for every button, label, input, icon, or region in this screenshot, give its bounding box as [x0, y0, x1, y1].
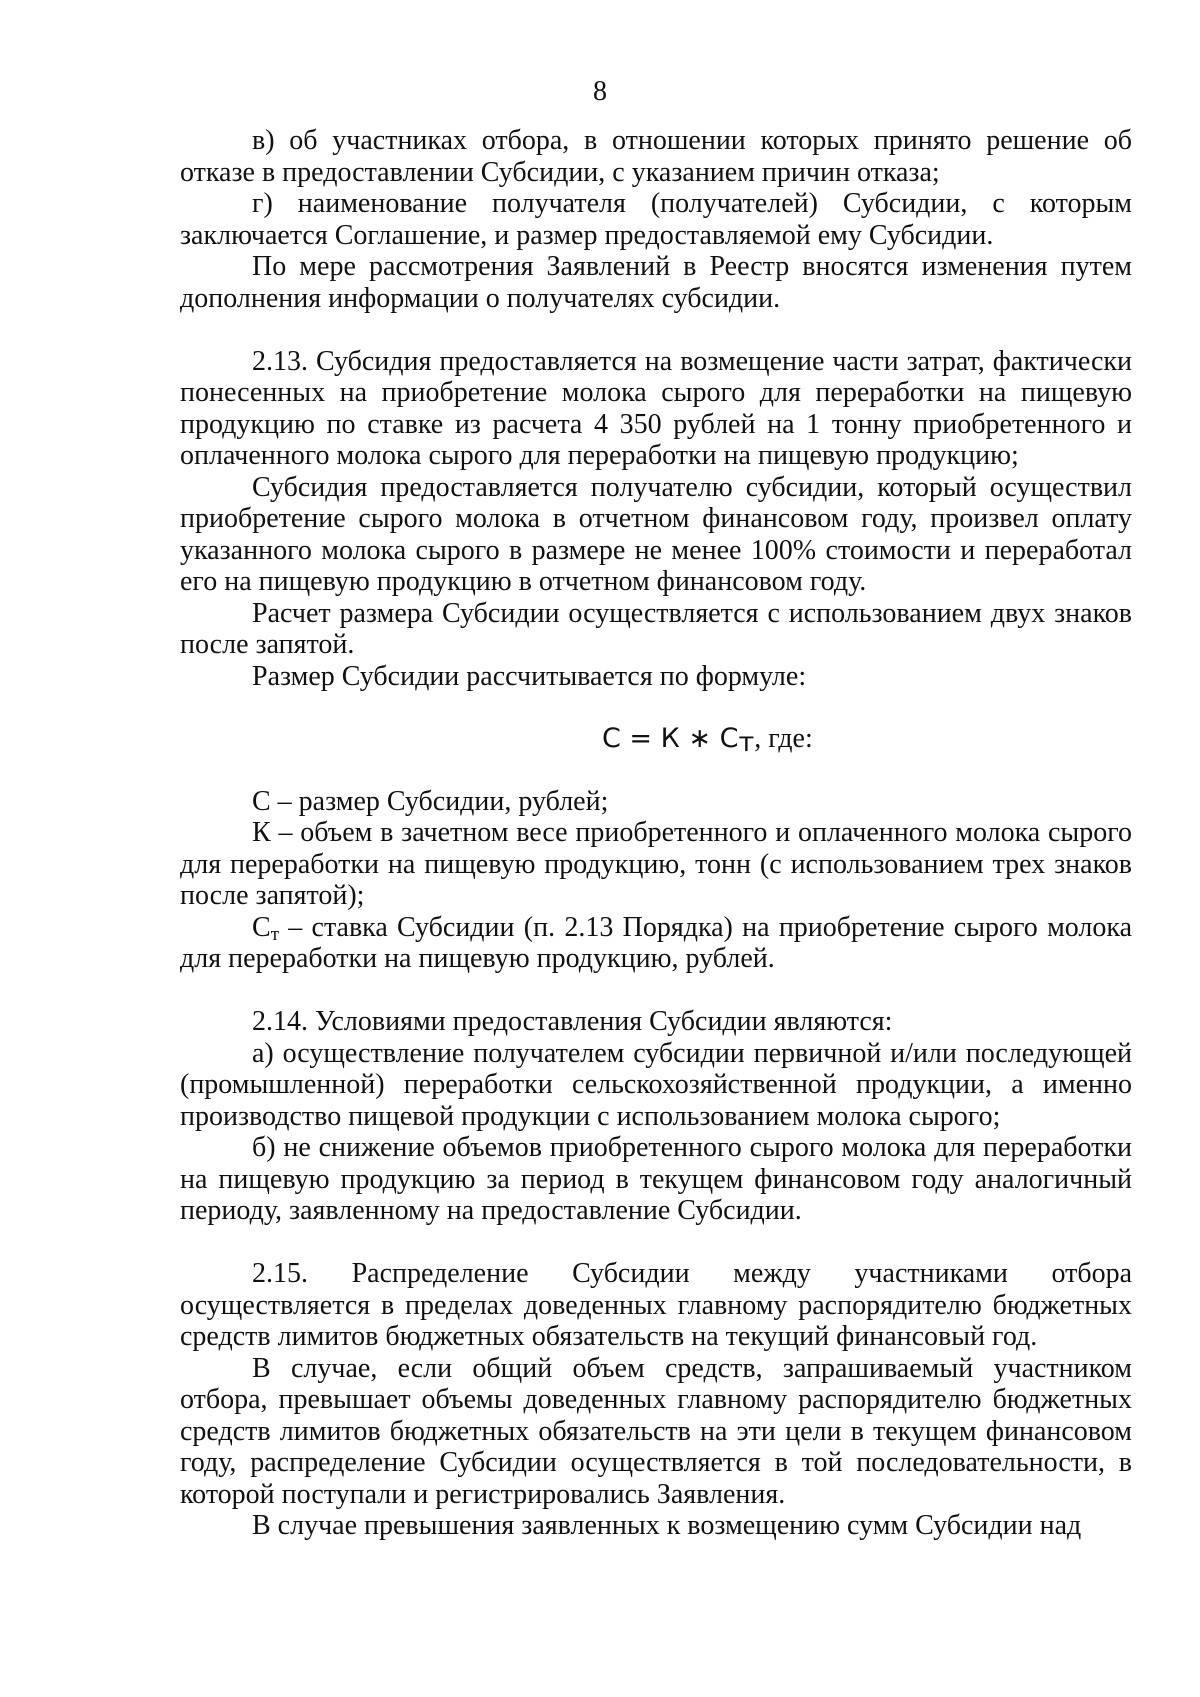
rate-symbol-subscript: т	[270, 923, 279, 945]
formula	[180, 723, 1132, 758]
formula-tail: , где:	[754, 723, 813, 754]
paragraph-formula-intro: Размер Субсидии рассчитывается по формуле:	[252, 660, 807, 692]
definition-ct	[180, 912, 1132, 975]
paragraph-calculation-precision: Расчет размера Субсидии осуществляется с использованием двух знаков после запятой.	[180, 597, 1132, 660]
definition-ct-text: – ставка Субсидии (п. 2.13 Порядка) на приобретение сырого молока для переработки на пищевую продукцию, рублей.	[180, 911, 1132, 974]
rate-symbol: С	[252, 911, 271, 943]
paragraph-section-2-13: 2.13. Субсидия предоставляется на возмещение части затрат, фактически понесенных на приобретение молока сырого для переработки на пищевую продукцию по ставке из расчета 4 350 рублей на 1 тонну приобретенного и оплаченного молока сырого для переработки на пищевую продукцию;	[180, 345, 1132, 471]
document-body	[180, 125, 1132, 1542]
paragraph-excess-claims: В случае превышения заявленных к возмещению сумм Субсидии над	[252, 1510, 1082, 1541]
paragraph-section-2-14: 2.14. Условиями предоставления Субсидии являются:	[252, 1006, 893, 1037]
paragraph-distribution-order: В случае, если общий объем средств, запрашиваемый участником отбора, превышает объемы доведенных главному распорядителю бюджетных средств лимитов бюджетных обязательств на эти цели в текущем финансовом году, распределение Субсидии осуществляется в той последовательности, в которой поступали и регистрировались Заявления.	[180, 1352, 1132, 1510]
definition-c: С – размер Субсидии, рублей;	[252, 785, 609, 817]
paragraph-subsidy-recipient: Субсидия предоставляется получателю субсидии, который осуществил приобретение сырого молока в отчетном финансовом году, произвел оплату указанного молока сырого в размере не менее 100% стоимости и переработал его на пищевую продукцию в отчетном финансовом году.	[180, 471, 1132, 597]
paragraph-section-2-15: 2.15. Распределение Субсидии между участниками отбора осуществляется в пределах доведенных главному распорядителю бюджетных средств лимитов бюджетных обязательств на текущий финансовый год.	[180, 1258, 1132, 1352]
definition-k: К – объем в зачетном весе приобретенного и оплаченного молока сырого для переработки на пищевую продукцию, тонн (с использованием трех знаков после запятой);	[180, 817, 1132, 911]
paragraph-item-v: в) об участниках отбора, в отношении которых принято решение об отказе в предоставлении Субсидии, с указанием причин отказа;	[180, 125, 1132, 188]
paragraph-registry-updates: По мере рассмотрения Заявлений в Реестр вносятся изменения путем дополнения информации о получателях субсидии.	[180, 251, 1132, 314]
paragraph-condition-b: б) не снижение объемов приобретенного сырого молока для переработки на пищевую продукцию за период в текущем финансовом году аналогичный периоду, заявленному на предоставление Субсидии.	[180, 1132, 1132, 1226]
page-number: 8	[593, 76, 607, 107]
paragraph-condition-a: а) осуществление получателем субсидии первичной и/или последующей (промышленной) переработки сельскохозяйственной продукции, а именно производство пищевой продукции с использованием молока сырого;	[180, 1037, 1132, 1132]
formula-expression: С = К ∗ С	[602, 723, 739, 754]
formula-subscript: т	[738, 727, 755, 758]
paragraph-item-g: г) наименование получателя (получателей) Субсидии, с которым заключается Соглашение, и размер предоставляемой ему Субсидии.	[180, 188, 1132, 251]
